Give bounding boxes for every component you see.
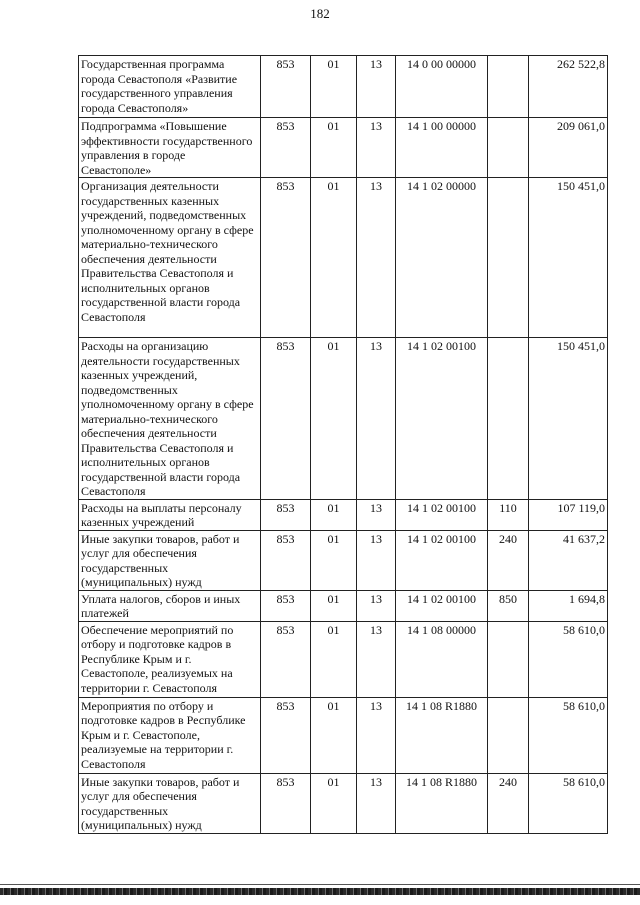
table-row (79, 697, 608, 773)
target-article-code: 14 1 00 00000 (396, 118, 488, 178)
expense-kind-code (488, 118, 529, 178)
section-code: 01 (311, 178, 357, 338)
expense-kind-code (488, 338, 529, 500)
table-row (79, 590, 608, 621)
subsection-code: 13 (357, 178, 396, 338)
amount: 209 061,0 (529, 118, 608, 178)
amount: 150 451,0 (529, 338, 608, 500)
target-article-code: 14 1 02 00100 (396, 499, 488, 530)
ministry-code: 853 (261, 530, 311, 590)
target-article-code: 14 0 00 00000 (396, 56, 488, 118)
subsection-code: 13 (357, 697, 396, 773)
target-article-code: 14 1 02 00100 (396, 338, 488, 500)
table-row (79, 178, 608, 338)
section-code: 01 (311, 773, 357, 833)
budget-table (78, 55, 608, 834)
ministry-code: 853 (261, 178, 311, 338)
section-code: 01 (311, 530, 357, 590)
section-code: 01 (311, 590, 357, 621)
expense-name: Мероприятия по отбору и подготовке кадров в Республике Крым и г. Севастополе, реализуемые на территории г. Севастополя (79, 697, 261, 773)
ministry-code: 853 (261, 773, 311, 833)
section-code: 01 (311, 697, 357, 773)
target-article-code: 14 1 08 00000 (396, 621, 488, 697)
subsection-code: 13 (357, 621, 396, 697)
table-row (79, 118, 608, 178)
table-row (79, 499, 608, 530)
target-article-code: 14 1 02 00000 (396, 178, 488, 338)
amount: 107 119,0 (529, 499, 608, 530)
scan-edge-line (0, 884, 640, 885)
expense-kind-code (488, 178, 529, 338)
table-row (79, 56, 608, 118)
ministry-code: 853 (261, 56, 311, 118)
expense-kind-code (488, 56, 529, 118)
expense-name: Иные закупки товаров, работ и услуг для обеспечения государственных (муниципальных) нужд (79, 773, 261, 833)
table-row (79, 773, 608, 833)
table-row (79, 530, 608, 590)
target-article-code: 14 1 08 R1880 (396, 773, 488, 833)
ministry-code: 853 (261, 590, 311, 621)
subsection-code: 13 (357, 499, 396, 530)
ministry-code: 853 (261, 621, 311, 697)
amount: 41 637,2 (529, 530, 608, 590)
expense-kind-code: 110 (488, 499, 529, 530)
subsection-code: 13 (357, 56, 396, 118)
ministry-code: 853 (261, 697, 311, 773)
subsection-code: 13 (357, 338, 396, 500)
amount: 58 610,0 (529, 621, 608, 697)
expense-kind-code (488, 697, 529, 773)
expense-kind-code (488, 621, 529, 697)
section-code: 01 (311, 621, 357, 697)
expense-name: Расходы на выплаты персоналу казенных учреждений (79, 499, 261, 530)
scan-edge-border (0, 888, 640, 895)
ministry-code: 853 (261, 118, 311, 178)
amount: 262 522,8 (529, 56, 608, 118)
expense-name: Иные закупки товаров, работ и услуг для обеспечения государственных (муниципальных) нужд (79, 530, 261, 590)
expense-name: Обеспечение мероприятий по отбору и подготовке кадров в Республике Крым и г. Севастополе, реализуемых на территории г. Севастополя (79, 621, 261, 697)
expense-name: Государственная программа города Севастополя «Развитие государственного управления города Севастополя» (79, 56, 261, 118)
target-article-code: 14 1 02 00100 (396, 590, 488, 621)
expense-name: Расходы на организацию деятельности государственных казенных учреждений, подведомственных уполномоченному органу в сфере материально-технического обеспечения деятельности Правительства Севастополя и исполнительных органов государственной власти города Севастополя (79, 338, 261, 500)
ministry-code: 853 (261, 338, 311, 500)
section-code: 01 (311, 499, 357, 530)
subsection-code: 13 (357, 590, 396, 621)
subsection-code: 13 (357, 773, 396, 833)
expense-name: Подпрограмма «Повышение эффективности государственного управления в городе Севастополе» (79, 118, 261, 178)
section-code: 01 (311, 56, 357, 118)
expense-kind-code: 240 (488, 530, 529, 590)
section-code: 01 (311, 338, 357, 500)
subsection-code: 13 (357, 118, 396, 178)
target-article-code: 14 1 02 00100 (396, 530, 488, 590)
section-code: 01 (311, 118, 357, 178)
amount: 58 610,0 (529, 697, 608, 773)
amount: 150 451,0 (529, 178, 608, 338)
table-row (79, 338, 608, 500)
ministry-code: 853 (261, 499, 311, 530)
amount: 1 694,8 (529, 590, 608, 621)
subsection-code: 13 (357, 530, 396, 590)
expense-name: Организация деятельности государственных казенных учреждений, подведомственных уполномоченному органу в сфере материально-технического обеспечения деятельности Правительства Севастополя и исполнительных органов государственной власти города Севастополя (79, 178, 261, 338)
expense-kind-code: 850 (488, 590, 529, 621)
target-article-code: 14 1 08 R1880 (396, 697, 488, 773)
page-number: 182 (310, 6, 330, 21)
expense-name: Уплата налогов, сборов и иных платежей (79, 590, 261, 621)
expense-kind-code: 240 (488, 773, 529, 833)
amount: 58 610,0 (529, 773, 608, 833)
table-row (79, 621, 608, 697)
